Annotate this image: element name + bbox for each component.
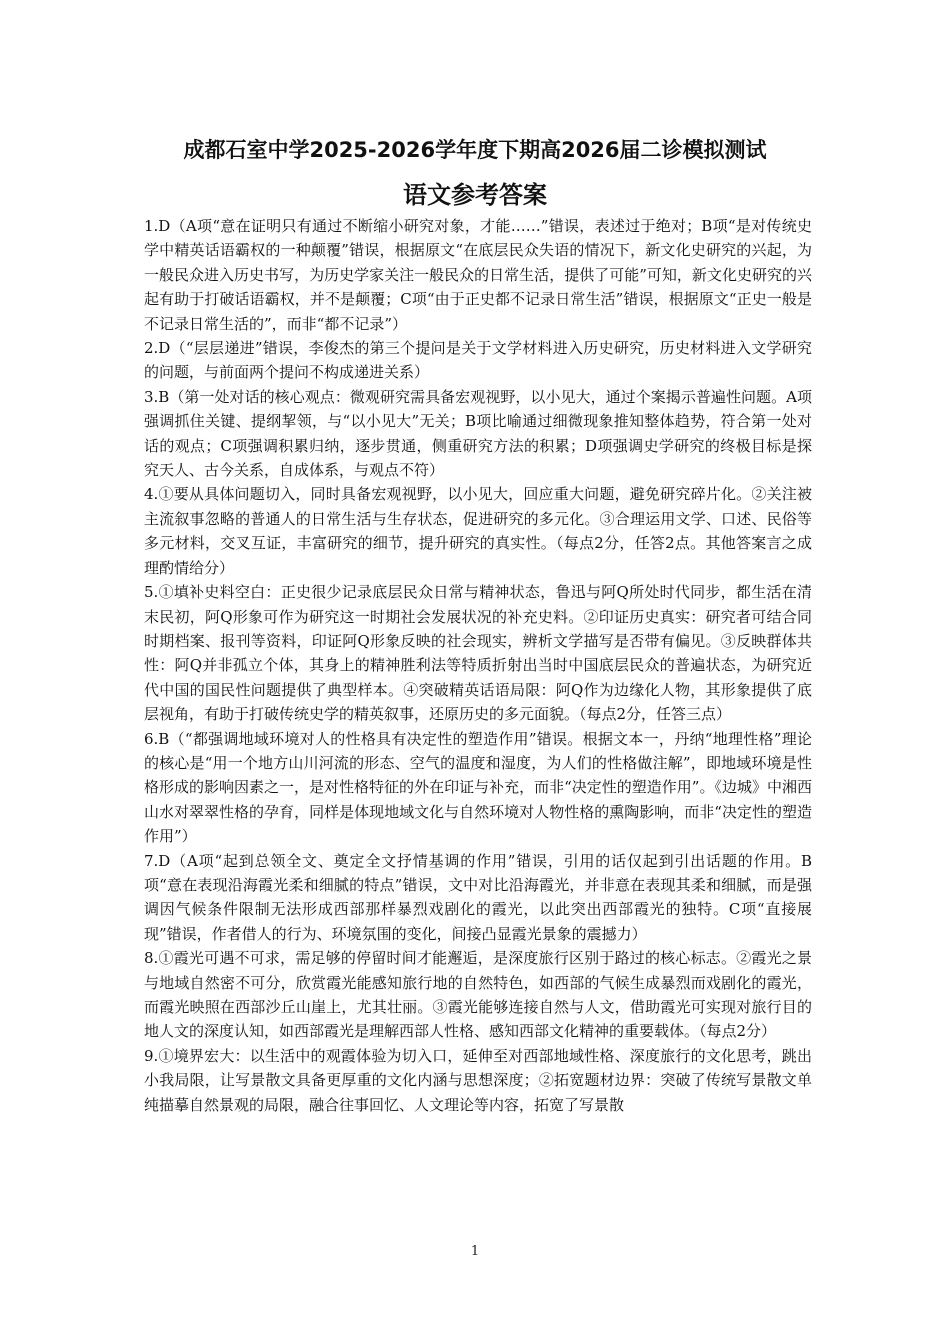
document-title: 成都石室中学2025-2026学年度下期高2026届二诊模拟测试: [183, 138, 767, 162]
answer-item-5: 5.①填补史料空白：正史很少记录底层民众日常与精神状态，鲁迅与阿Q所处时代同步，都生活在清末民初，阿Q形象可作为研究这一时期社会发展状况的补充史料。②印证历史真实：研究者可结合同时期档案、报刊等资料，印证阿Q形象反映的社会现实，辨析文学描写是否带有偏见。③反映群体共性：阿Q并非孤立个体，其身上的精神胜利法等特质折射出当时中国底层民众的普遍状态，为研究近代中国的国民性问题提供了典型样本。④突破精英话语局限：阿Q作为边缘化人物，其形象提供了底层视角，有助于打破传统史学的精英叙事，还原历史的多元面貌。（每点2分，任答三点）: [144, 583, 812, 724]
page-number: 1: [470, 1244, 480, 1259]
answer-item-2: 2.D（“层层递进”错误，李俊杰的第三个提问是关于文学材料进入历史研究，历史材料进入文学研究的问题，与前面两个提问不构成递进关系）: [144, 339, 812, 382]
answer-item-7: 7.D（A项“起到总领全文、奠定全文抒情基调的作用”错误，引用的话仅起到引出话题的作用。B项“意在表现沿海霞光柔和细腻的特点”错误，文中对比沿海霞光，并非意在表现其柔和细腻，而是强调因气候条件限制无法形成西部那样暴烈戏剧化的霞光，以此突出西部霞光的独特。C项“直接展现”错误，作者借人的行为、环境氛围的变化，间接凸显霞光景象的震撼力）: [144, 851, 812, 943]
answer-item-1: 1.D（A项“意在证明只有通过不断缩小研究对象，才能……”错误，表述过于绝对；B项“是对传统史学中精英话语霸权的一种颠覆”错误，根据原文“在底层民众失语的情况下，新文化史研究的兴起，为一般民众进入历史书写，为历史学家关注一般民众的日常生活，提供了可能”可知，新文化史研究的兴起有助于打破话语霸权，并不是颠覆；C项“由于正史都不记录日常生活”错误，根据原文“正史一般是不记录日常生活的”，而非“都不记录”）: [144, 217, 812, 333]
answer-item-3: 3.B（第一处对话的核心观点：微观研究需具备宏观视野，以小见大，通过个案揭示普遍性问题。A项强调抓住关键、提纲挈领，与“以小见大”无关；B项比喻通过细微现象推知整体趋势，符合第一处对话的观点；C项强调积累归纳，逐步贯通，侧重研究方法的积累；D项强调史学研究的终极目标是探究天人、古今关系，自成体系，与观点不符）: [144, 387, 812, 480]
document-subtitle: 语文参考答案: [403, 181, 547, 209]
answer-item-9: 9.①境界宏大：以生活中的观霞体验为切入口，延伸至对西部地域性格、深度旅行的文化思考，跳出小我局限，让写景散文具备更厚重的文化内涵与思想深度；②拓宽题材边界：突破了传统写景散文单纯描摹自然景观的局限，融合往事回忆、人文理论等内容，拓宽了写景散: [144, 1046, 812, 1114]
answer-list: [144, 214, 812, 1117]
answer-item-4: 4.①要从具体问题切入，同时具备宏观视野，以小见大，回应重大问题，避免研究碎片化。②关注被主流叙事忽略的普通人的日常生活与生存状态，促进研究的多元化。③合理运用文学、口述、民俗等多元材料，交叉互证，丰富研究的细节，提升研究的真实性。（每点2分，任答2点。其他答案言之成理酌情给分）: [144, 485, 812, 577]
answer-item-8: 8.①霞光可遇不可求，需足够的停留时间才能邂逅，是深度旅行区别于路过的核心标志。②霞光之景与地域自然密不可分，欣赏霞光能感知旅行地的自然特色，如西部的气候生成暴烈而戏剧化的霞光，而霞光映照在西部沙丘山崖上，尤其壮丽。③霞光能够连接自然与人文，借助霞光可实现对旅行目的地人文的深度认知，如西部霞光是理解西部人性格、感知西部文化精神的重要载体。（每点2分）: [144, 949, 812, 1041]
answer-item-6: 6.B（“都强调地域环境对人的性格具有决定性的塑造作用”错误。根据文本一，丹纳“地理性格”理论的核心是“用一个地方山川河流的形态、空气的温度和湿度，为人们的性格做注解”，即地域环境是性格形成的影响因素之一，是对性格特征的外在印证与补充，而非“决定性的塑造作用”。《边城》中湘西山水对翠翠性格的孕育，同样是体现地域文化与自然环境对人物性格的熏陶影响，而非“决定性的塑造作用”）: [144, 729, 812, 846]
